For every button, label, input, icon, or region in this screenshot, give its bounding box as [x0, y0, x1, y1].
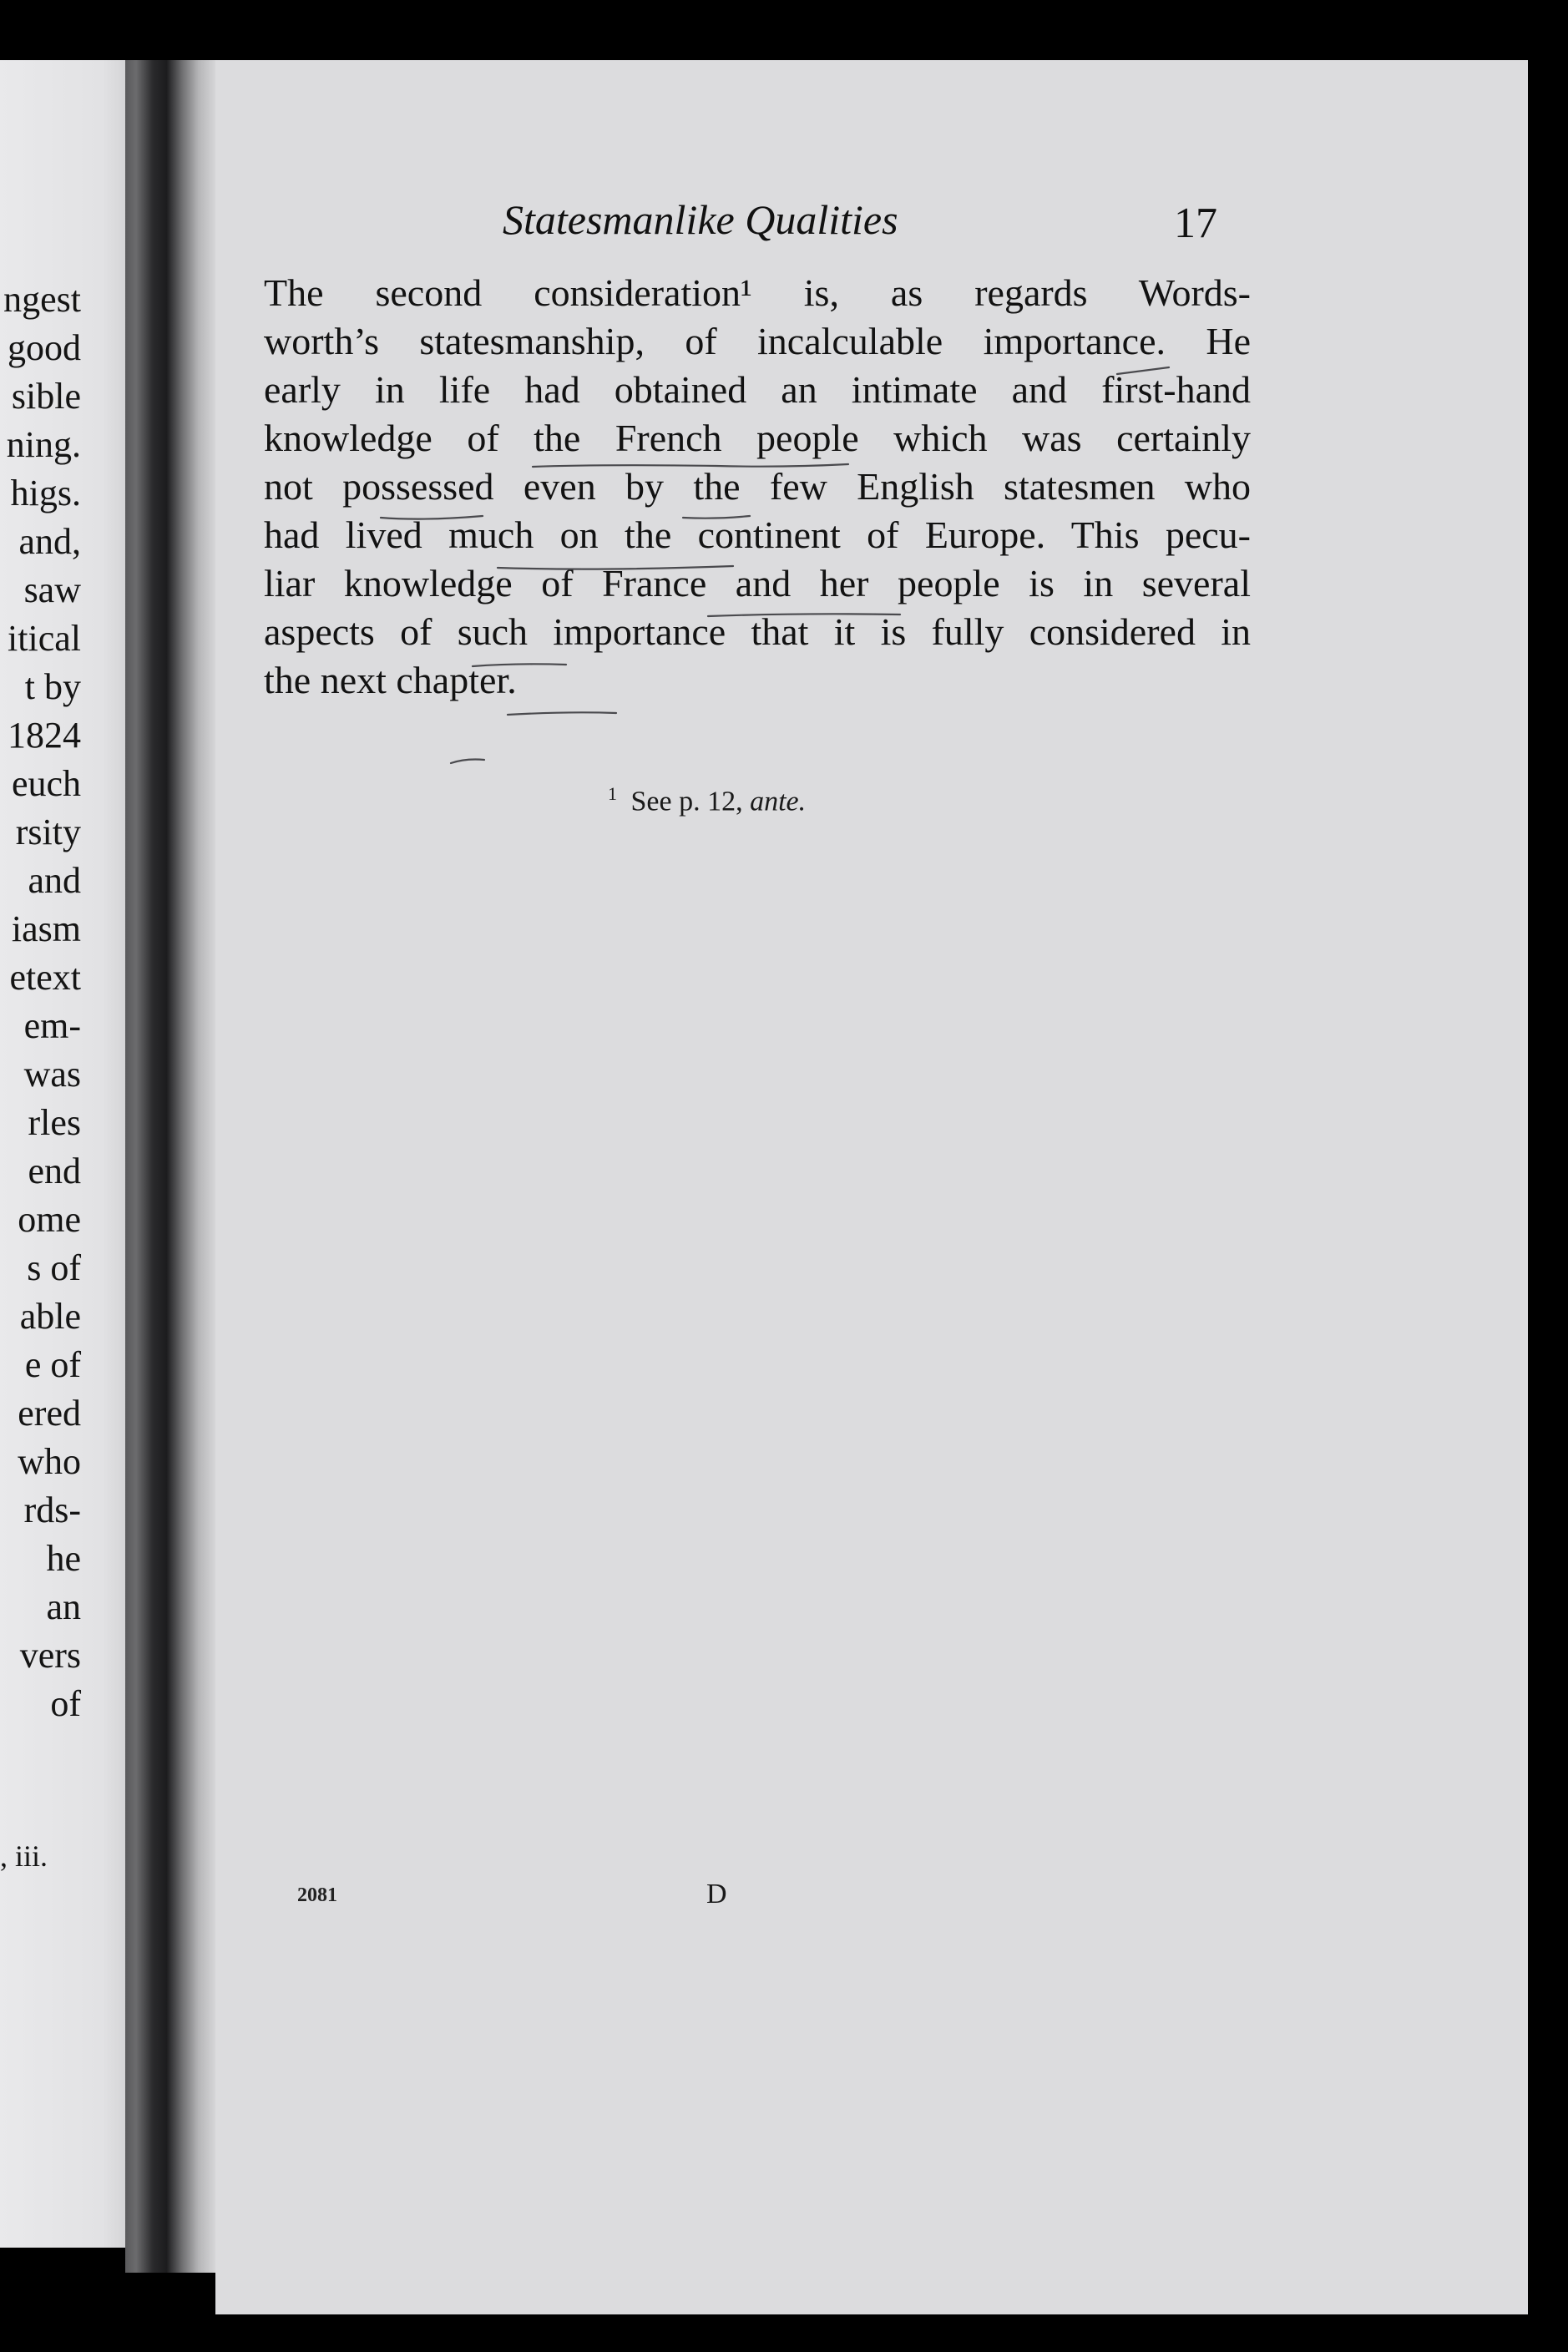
left-line-fragment: of	[50, 1683, 81, 1724]
left-line-fragment: rsity	[15, 812, 81, 852]
footnote-marker: 1	[608, 783, 617, 804]
page-number: 17	[1174, 200, 1217, 247]
left-line-fragment: vers	[19, 1635, 81, 1676]
left-line-fragment: who	[18, 1441, 81, 1482]
left-page-text-fragments	[0, 276, 146, 1728]
left-line-fragment: sible	[11, 376, 81, 417]
signature-letter: D	[706, 1879, 727, 1909]
left-line-fragment: an	[46, 1586, 81, 1627]
left-line-fragment: ngest	[3, 279, 81, 320]
right-page	[215, 60, 1528, 2314]
running-head: Statesmanlike Qualities	[503, 196, 898, 243]
left-line-fragment: ome	[18, 1199, 81, 1240]
left-line-fragment: rds-	[23, 1490, 81, 1530]
left-line-fragment: ered	[18, 1393, 81, 1434]
left-footnote-fragment: , iii.	[0, 1839, 48, 1873]
left-line-fragment: itical	[8, 618, 81, 659]
left-line-fragment: was	[23, 1054, 81, 1095]
footnote-text: See p. 12,	[630, 786, 743, 817]
left-line-fragment: s of	[27, 1247, 81, 1288]
body-line: not possessed even by the few English statesmen who	[264, 465, 1251, 508]
body-line: had lived much on the continent of Europe. This pecu-	[264, 513, 1251, 556]
left-line-fragment: he	[46, 1538, 81, 1579]
left-line-fragment: and	[28, 860, 81, 901]
book-gutter-shadow	[125, 60, 217, 2273]
left-line-fragment: able	[19, 1296, 81, 1337]
footnote-italic: ante.	[750, 786, 807, 817]
left-line-fragment: ning.	[6, 424, 81, 465]
body-line: The second consideration¹ is, as regards Words-	[264, 271, 1251, 314]
left-line-fragment: t by	[24, 666, 81, 707]
left-line-fragment: saw	[23, 569, 81, 610]
body-line: knowledge of the French people which was certainly	[264, 417, 1251, 459]
left-line-fragment: etext	[9, 957, 81, 998]
left-line-fragment: euch	[11, 763, 81, 804]
left-line-fragment: end	[28, 1151, 81, 1191]
left-line-fragment: and,	[18, 521, 81, 562]
signature-code: 2081	[297, 1884, 337, 1906]
left-line-fragment: higs.	[10, 473, 81, 513]
body-paragraph	[264, 269, 1251, 705]
body-line: aspects of such importance that it is fully considered in	[264, 610, 1251, 653]
body-line: the next chapter.	[264, 659, 517, 701]
left-line-fragment: e of	[24, 1344, 81, 1385]
body-line: worth’s statesmanship, of incalculable importance. He	[264, 320, 1251, 362]
left-line-fragment: good	[8, 327, 81, 368]
left-facing-page	[0, 60, 146, 2248]
left-line-fragment: rles	[28, 1102, 81, 1143]
footnote	[608, 783, 806, 817]
body-line: early in life had obtained an intimate and first-hand	[264, 368, 1251, 411]
body-line: liar knowledge of France and her people is in several	[264, 562, 1251, 604]
left-line-fragment: iasm	[11, 908, 81, 949]
left-line-fragment: 1824	[8, 715, 81, 756]
left-line-fragment: em-	[23, 1005, 81, 1046]
